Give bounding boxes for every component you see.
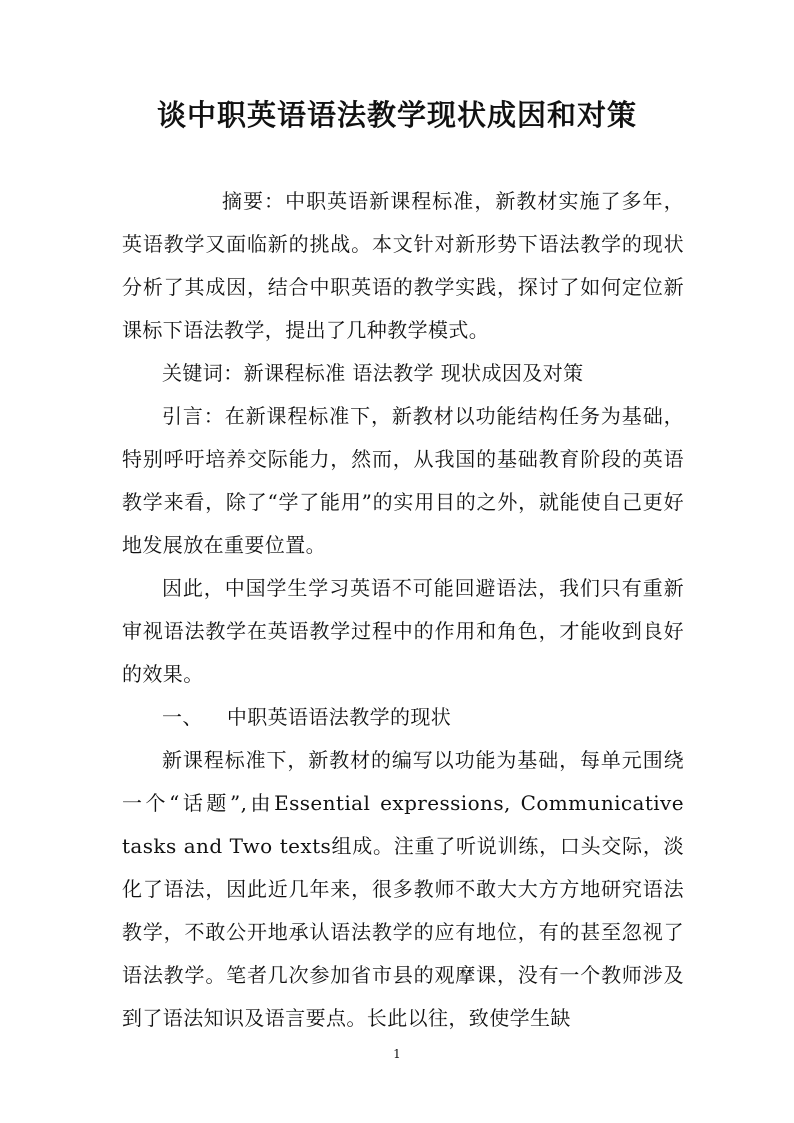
section-one-paragraph: 新课程标准下，新教材的编写以功能为基础，每单元围绕一个“话题”,由Essential expressions, Communicative tasks and Two texts组成。注重了听说训练，口头交际，淡化了语法，因此近几年来，很多教师不敢大大方方地研究语法教学，不敢公开地承认语法教学的应有地位，有的甚至忽视了语法教学。笔者几次参加省市县的观摩课，没有一个教师涉及到了语法知识及语言要点。长此以往，致使学生缺 xyxy=(122,748,684,1030)
section-title: 中职英语语法教学的现状 xyxy=(226,705,452,729)
intro-paragraph: 引言：在新课程标准下，新教材以功能结构任务为基础，特别呼吁培养交际能力，然而，从我国的基础教育阶段的英语教学来看，除了“学了能用”的实用目的之外，就能使自己更好地发展放在重要位置。 xyxy=(122,404,684,557)
document-body xyxy=(122,180,684,1040)
section-number: 一、 xyxy=(162,705,203,729)
keywords-paragraph: 关键词：新课程标准 语法教学 现状成因及对策 xyxy=(162,361,584,385)
page-number: 1 xyxy=(393,1047,401,1061)
therefore-paragraph: 因此，中国学生学习英语不可能回避语法，我们只有重新审视语法教学在英语教学过程中的作用和角色，才能收到良好的效果。 xyxy=(122,576,684,686)
section-heading-one xyxy=(122,696,684,739)
abstract-paragraph: 摘要：中职英语新课程标准，新教材实施了多年，英语教学又面临新的挑战。本文针对新形势下语法教学的现状分析了其成因，结合中职英语的教学实践，探讨了如何定位新课标下语法教学，提出了几种教学模式。 xyxy=(122,189,684,342)
document-title: 谈中职英语语法教学现状成因和对策 xyxy=(156,98,637,132)
